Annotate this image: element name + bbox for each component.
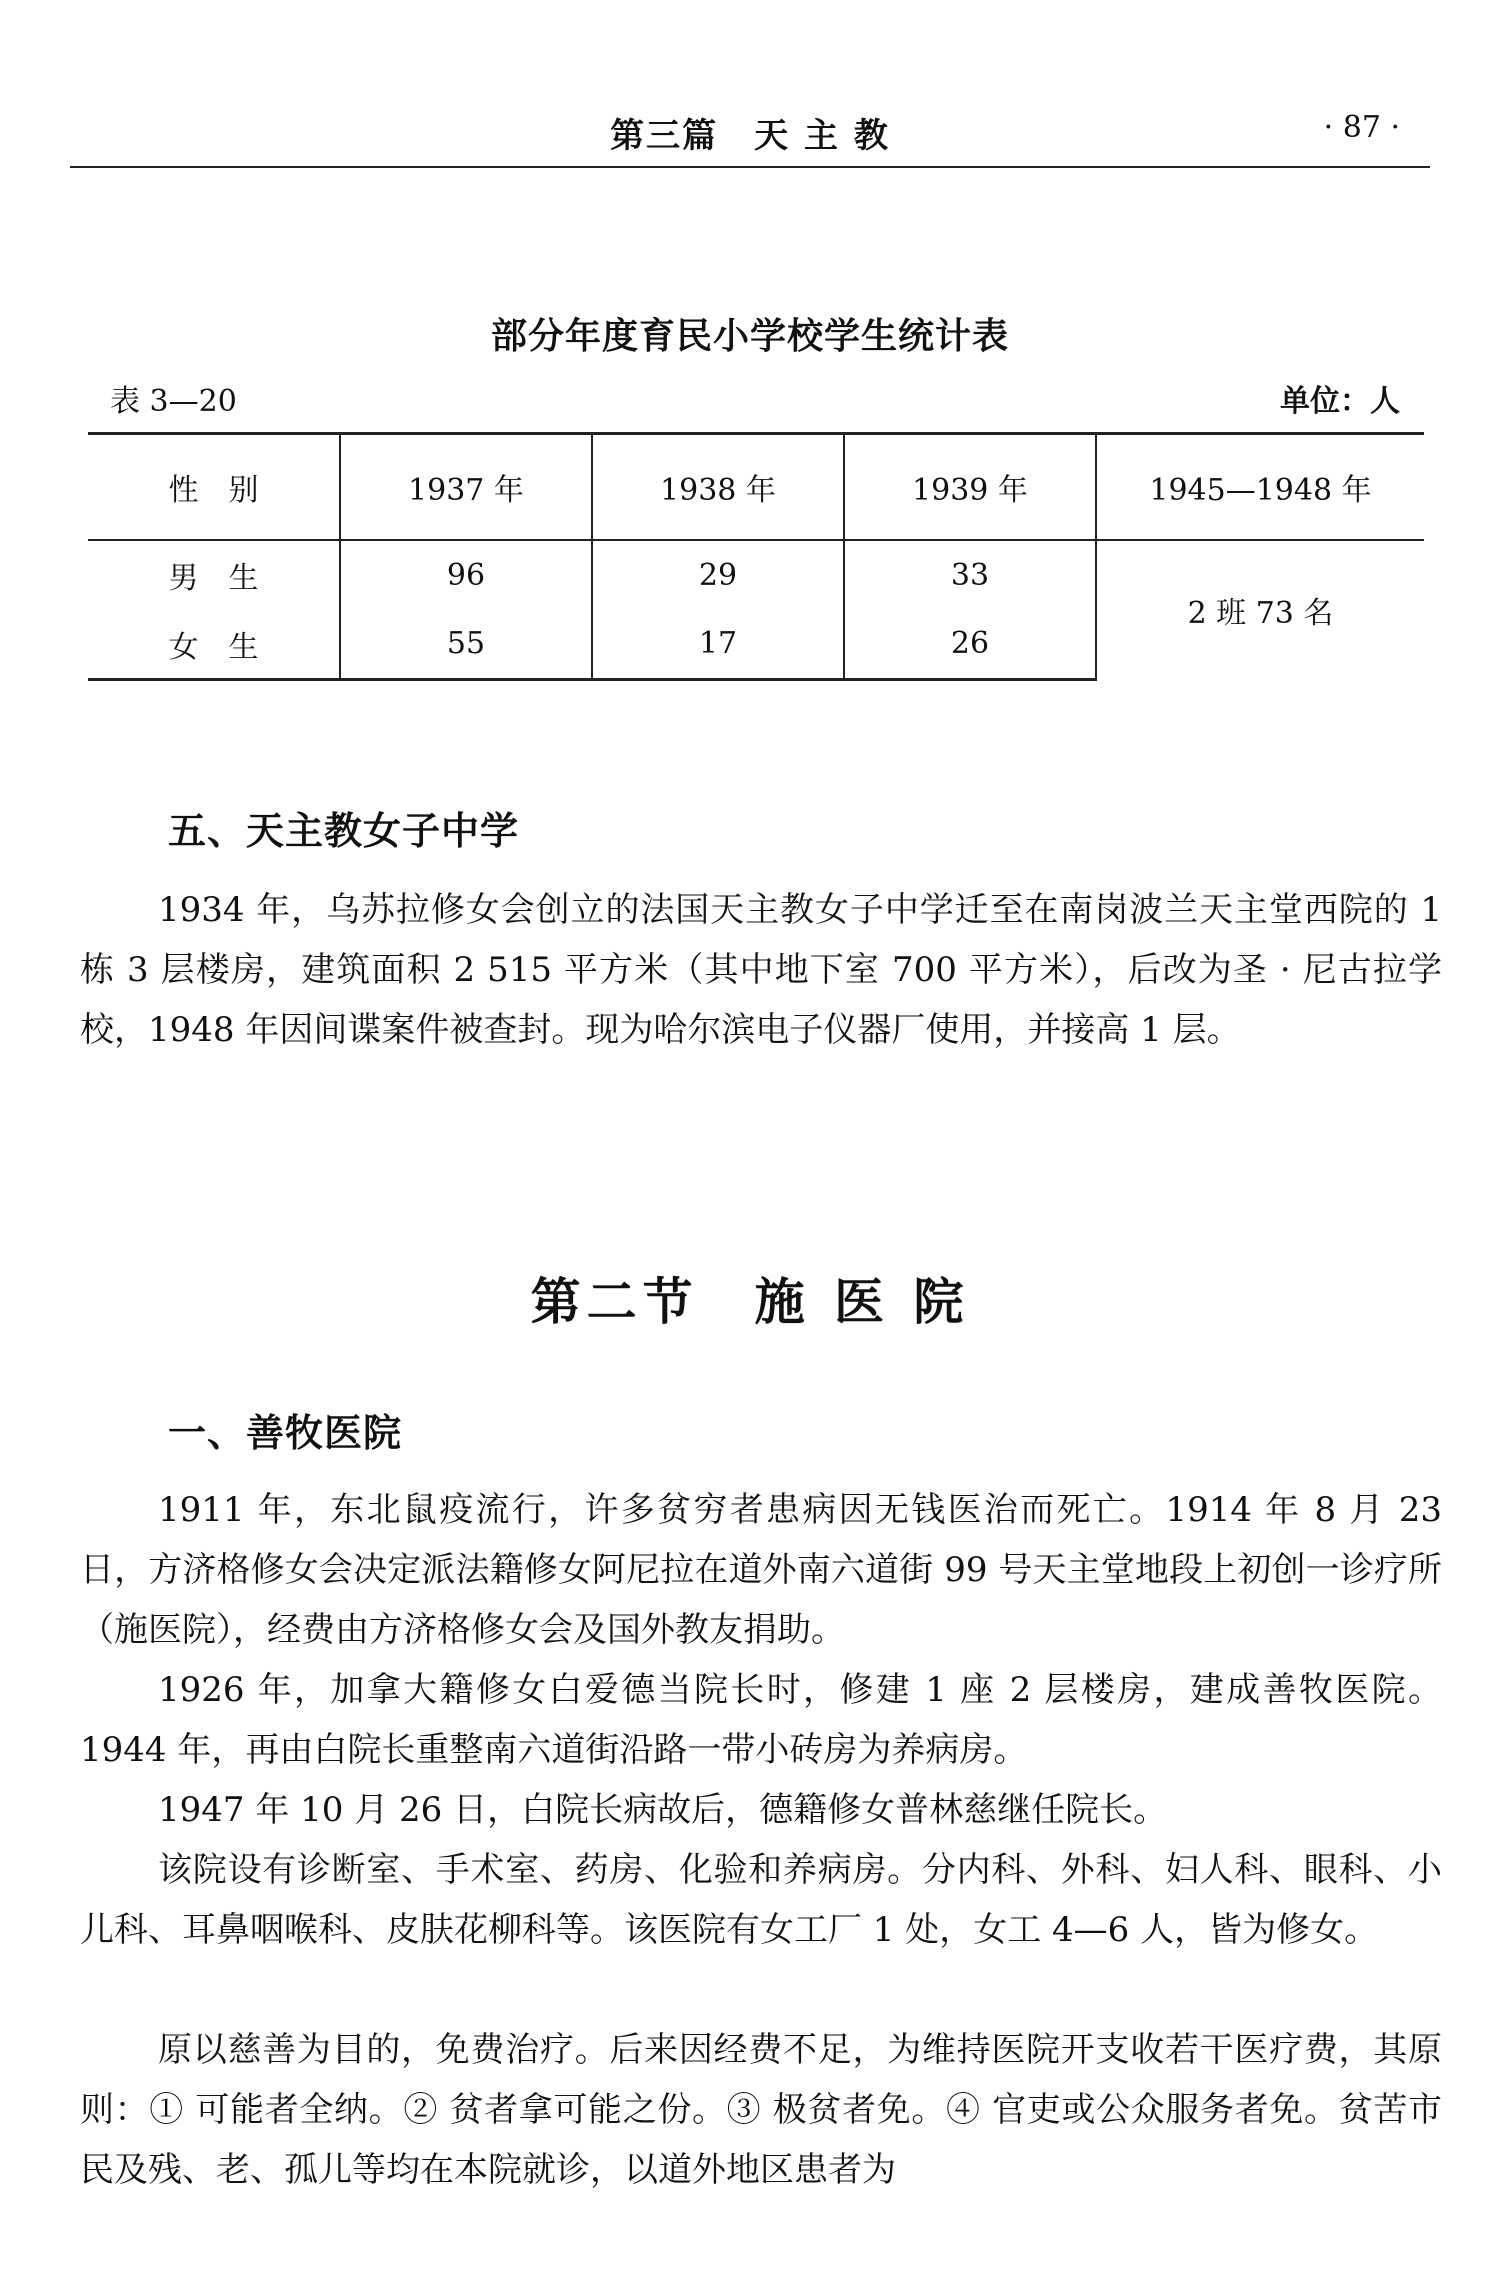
paragraph-girls-school: 1934 年，乌苏拉修女会创立的法国天主教女子中学迁至在南岗波兰天主堂西院的 1 栋 3 层楼房，建筑面积 2 515 平方米（其中地下室 700 平方米），后改为圣 · 尼古拉学校，1948 年因间谍案件被查封。现为哈尔滨电子仪器厂使用，并接高 1 层。 xyxy=(80,890,1442,1050)
paragraph-hospital-1: 1911 年，东北鼠疫流行，许多贫穷者患病因无钱医治而死亡。1914 年 8 月 23 日，方济格修女会决定派法籍修女阿尼拉在道外南六道街 99 号天主堂地段上初创一诊疗所（施医院），经费由方济格修女会及国外教友捐助。 xyxy=(80,1490,1442,1650)
column-header-1938: 1938 年 xyxy=(592,434,844,540)
table-row xyxy=(88,540,1424,610)
table-title: 部分年度育民小学校学生统计表 xyxy=(490,316,1009,357)
column-header-1937: 1937 年 xyxy=(340,434,592,540)
table-header-row xyxy=(88,434,1424,540)
cell-female-1939: 26 xyxy=(844,610,1096,680)
table-unit: 单位：人 xyxy=(1280,384,1400,419)
row-label-male: 男 生 xyxy=(168,561,259,596)
page-number: · 87 · xyxy=(1323,110,1400,145)
header-rule xyxy=(70,166,1430,168)
paragraph-hospital-2: 1926 年，加拿大籍修女白爱德当院长时，修建 1 座 2 层楼房，建成善牧医院。1944 年，再由白院长重整南六道街沿路一带小砖房为养病房。 xyxy=(80,1670,1442,1770)
cell-merged-1945-1948: 2 班 73 名 xyxy=(1096,540,1424,680)
cell-male-1939: 33 xyxy=(844,540,1096,610)
row-label-female: 女 生 xyxy=(88,610,340,680)
column-header-1939: 1939 年 xyxy=(844,434,1096,540)
running-header xyxy=(70,108,1430,158)
running-header-title: 第三篇 天 主 教 xyxy=(610,116,890,156)
column-header-1945-1948: 1945—1948 年 xyxy=(1096,434,1424,540)
cell-male-1937: 96 xyxy=(340,540,592,610)
paragraph-hospital-5: 原以慈善为目的，免费治疗。后来因经费不足，为维持医院开支收若干医疗费，其原则：① 可能者全纳。② 贫者拿可能之份。③ 极贫者免。④ 官吏或公众服务者免。贫苦市民及残、老、孤儿等均在本院就诊，以道外地区患者为 xyxy=(80,2030,1442,2190)
paragraph-hospital-3: 1947 年 10 月 26 日，白院长病故后，德籍修女普林慈继任院长。 xyxy=(158,1790,1168,1830)
cell-female-1937: 55 xyxy=(340,610,592,680)
section-heading-hospital: 一、善牧医院 xyxy=(168,1411,403,1455)
cell-male-1938: 29 xyxy=(592,540,844,610)
column-header-gender: 性 别 xyxy=(88,434,340,540)
student-statistics-table xyxy=(88,432,1424,681)
table-number: 表 3—20 xyxy=(110,384,237,419)
paragraph-hospital-4: 该院设有诊断室、手术室、药房、化验和养病房。分内科、外科、妇人科、眼科、小儿科、耳鼻咽喉科、皮肤花柳科等。该医院有女工厂 1 处，女工 4—6 人，皆为修女。 xyxy=(80,1850,1442,1950)
cell-female-1938: 17 xyxy=(592,610,844,680)
chapter-heading: 第二节 施 医 院 xyxy=(530,1273,970,1331)
section-heading-girls-school: 五、天主教女子中学 xyxy=(168,809,520,853)
